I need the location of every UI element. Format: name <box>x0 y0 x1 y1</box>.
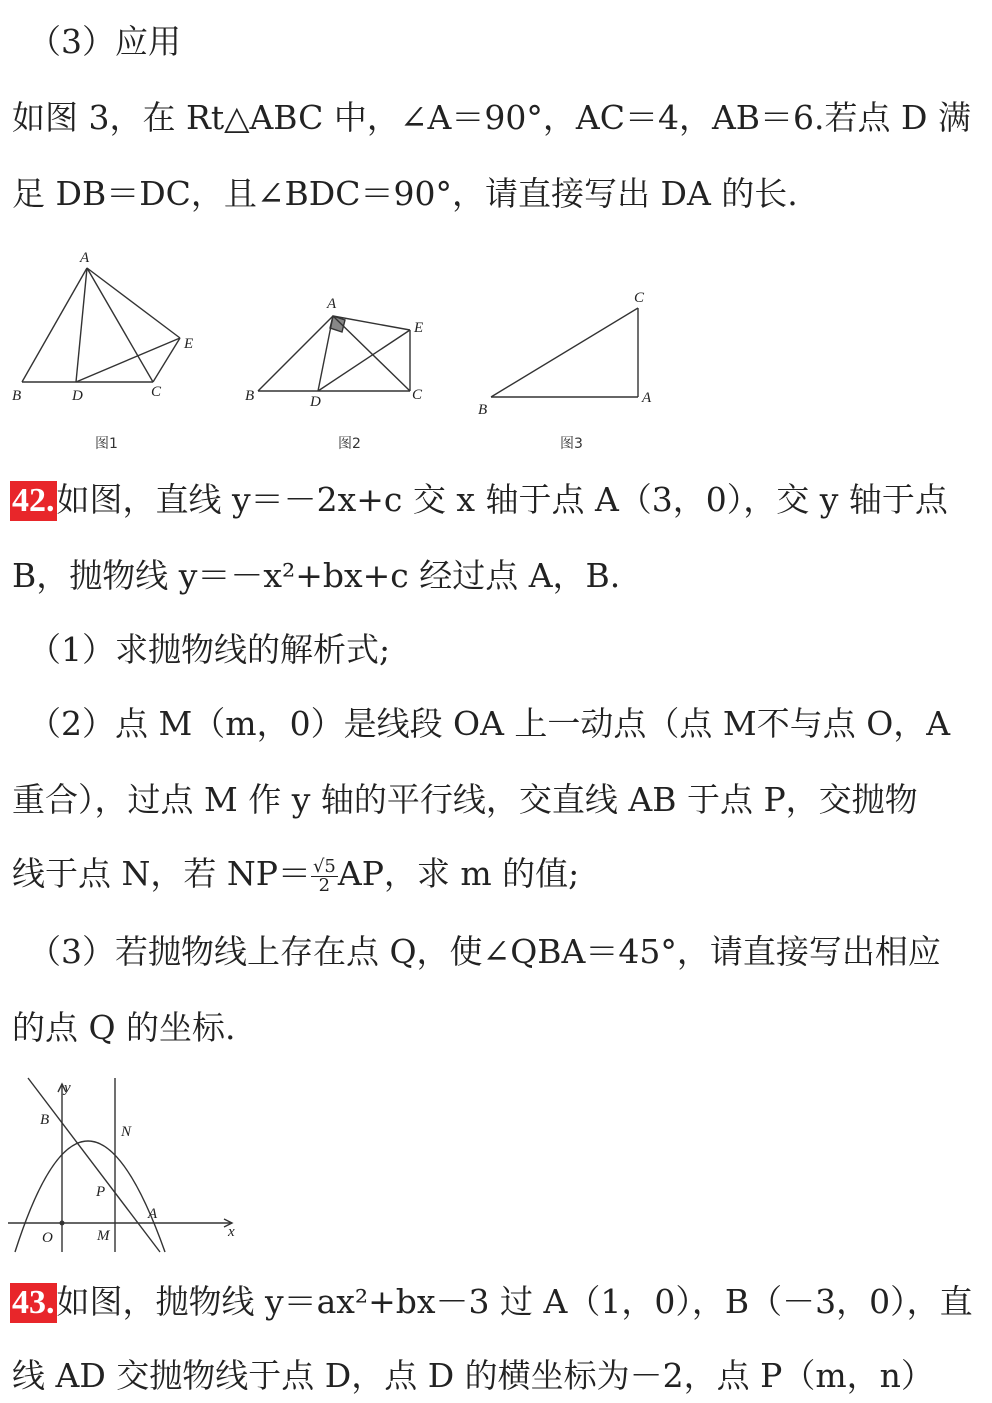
q42-line-7: （3）若抛物线上存在点 Q，使∠QBA＝45°，请直接写出相应 <box>28 932 941 971</box>
sqrt5-over-2-fraction <box>311 855 338 896</box>
q42-line-1 <box>10 480 982 521</box>
fig42-label-y: y <box>64 1080 71 1096</box>
fig42-label-x: x <box>228 1224 235 1240</box>
q42-line-6-start: 线于点 N，若 NP＝ <box>12 854 311 893</box>
q42-line-4: （2）点 M（m，0）是线段 OA 上一动点（点 M不与点 O，A <box>28 704 951 743</box>
fig2-label-b: B <box>245 388 255 404</box>
fraction-numerator: √5 <box>312 855 336 877</box>
fig1-caption: 图1 <box>95 436 118 452</box>
q43-line-1 <box>10 1282 982 1323</box>
fig3-label-c: C <box>634 290 645 306</box>
fig2-caption: 图2 <box>338 436 361 452</box>
fig3-label-b: B <box>478 402 488 418</box>
fig2-label-c: C <box>412 387 423 403</box>
paragraph-line-2: 足 DB＝DC，且∠BDC＝90°，请直接写出 DA 的长. <box>12 174 798 213</box>
fig2-label-a: A <box>327 296 337 312</box>
top-figures <box>0 240 680 460</box>
figure-2-diagram <box>245 296 423 452</box>
q42-line-6 <box>12 854 982 895</box>
fraction-denominator: 2 <box>318 874 331 896</box>
fig3-caption: 图3 <box>560 436 583 452</box>
fig1-label-d: D <box>72 388 83 404</box>
fig1-label-b: B <box>12 388 22 404</box>
q42-line-3: （1）求抛物线的解析式; <box>28 630 391 669</box>
figure-1-diagram <box>12 250 193 452</box>
section-heading: （3）应用 <box>28 22 181 61</box>
fig42-label-p: P <box>96 1184 106 1200</box>
fig42-label-b: B <box>40 1112 50 1128</box>
fig42-label-n: N <box>121 1124 132 1140</box>
q42-line-1-text: 如图，直线 y＝－2x+c 交 x 轴于点 A（3，0），交 y 轴于点 <box>56 480 948 519</box>
figure-3-diagram <box>478 290 652 452</box>
q42-line-2: B，抛物线 y＝－x²+bx+c 经过点 A，B. <box>12 556 621 595</box>
q42-line-5: 重合），过点 M 作 y 轴的平行线，交直线 AB 于点 P，交抛物 <box>12 780 918 819</box>
q42-parabola-figure <box>0 1070 260 1260</box>
paragraph-line-1: 如图 3，在 Rt△ABC 中，∠A＝90°，AC＝4，AB＝6.若点 D 满 <box>12 98 971 137</box>
q42-line-8: 的点 Q 的坐标. <box>12 1008 236 1047</box>
fig1-label-c: C <box>151 384 162 400</box>
fig2-label-d: D <box>310 394 321 410</box>
fig42-label-m: M <box>97 1228 110 1244</box>
q43-line-2: 线 AD 交抛物线于点 D，点 D 的横坐标为－2，点 P（m，n） <box>12 1356 934 1395</box>
fig1-label-e: E <box>184 336 194 352</box>
fig3-label-a: A <box>642 390 652 406</box>
fig2-label-e: E <box>414 320 424 336</box>
q43-number-badge: 43. <box>12 1284 55 1321</box>
q43-line-1-text: 如图，抛物线 y＝ax²+bx－3 过 A（1，0），B（－3，0），直 <box>56 1282 973 1321</box>
fig42-label-a: A <box>148 1206 158 1222</box>
q42-line-6-end: AP，求 m 的值; <box>337 854 580 893</box>
q42-number-badge: 42. <box>12 482 55 519</box>
fig1-label-a: A <box>80 250 90 266</box>
fig42-label-o: O <box>42 1230 53 1246</box>
